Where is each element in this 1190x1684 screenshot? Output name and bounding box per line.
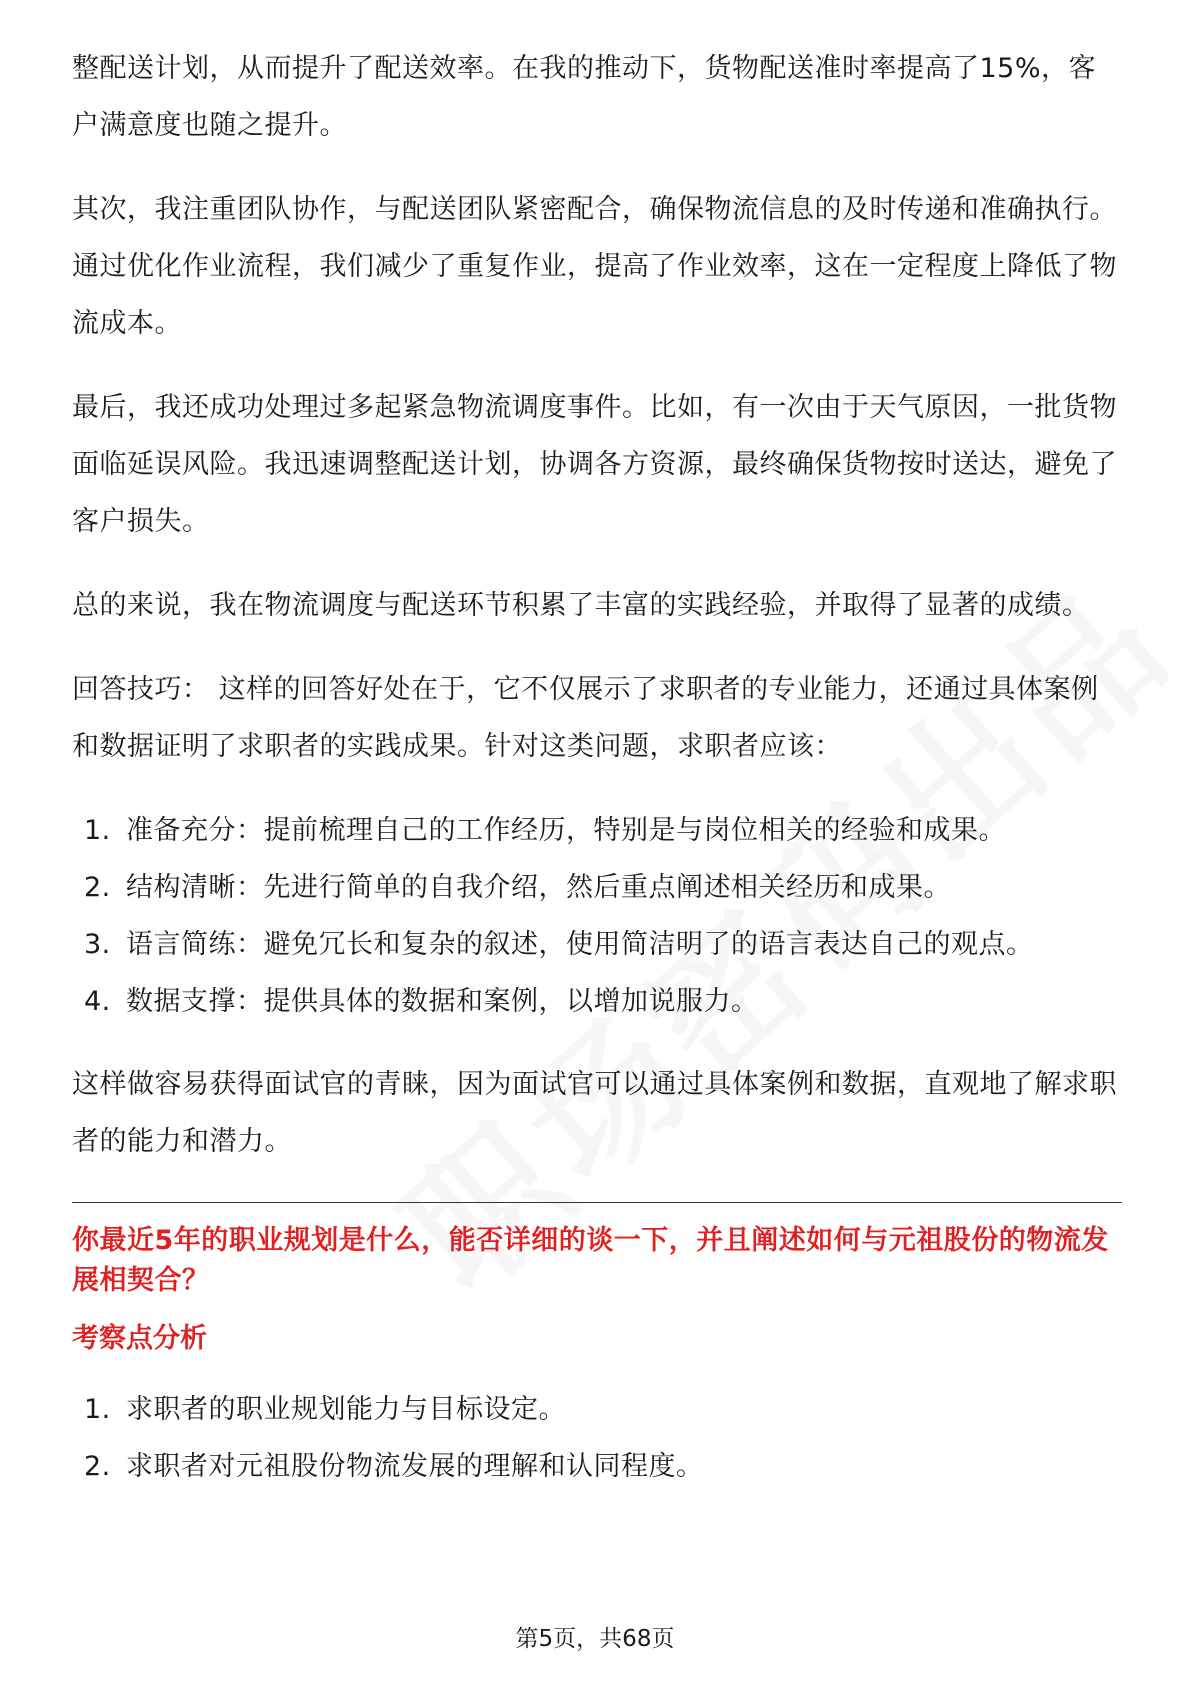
analysis-list <box>72 1381 1122 1495</box>
list-item <box>72 1438 1122 1495</box>
list-text: 语言简练：避免冗长和复杂的叙述，使用简洁明了的语言表达自己的观点。 <box>126 929 1034 960</box>
paragraph-closing: 这样做容易获得面试官的青睐，因为面试官可以通过具体案例和数据，直观地了解求职者的能力和潜力。 <box>72 1069 1117 1157</box>
paragraph-summary: 总的来说，我在物流调度与配送环节积累了丰富的实践经验，并取得了显著的成绩。 <box>72 590 1090 621</box>
document-page <box>72 40 1122 1521</box>
list-item <box>72 859 1122 916</box>
list-text: 数据支撑：提供具体的数据和案例，以增加说服力。 <box>126 986 759 1017</box>
interview-question: 你最近5年的职业规划是什么，能否详细的谈一下，并且阐述如何与元祖股份的物流发展相契合？ <box>72 1225 1109 1296</box>
list-text: 求职者的职业规划能力与目标设定。 <box>126 1394 566 1425</box>
list-text: 准备充分：提前梳理自己的工作经历，特别是与岗位相关的经验和成果。 <box>126 815 1006 846</box>
list-number: 4. <box>84 986 111 1017</box>
list-item <box>72 916 1122 973</box>
list-item <box>72 1381 1122 1438</box>
section-divider <box>72 1202 1122 1203</box>
page-footer: 第5页，共68页 <box>515 1626 675 1652</box>
list-text: 结构清晰：先进行简单的自我介绍，然后重点阐述相关经历和成果。 <box>126 872 951 903</box>
list-text: 求职者对元祖股份物流发展的理解和认同程度。 <box>126 1451 704 1482</box>
paragraph-delivery-efficiency: 整配送计划，从而提升了配送效率。在我的推动下，货物配送准时率提高了15%，客户满意度也随之提升。 <box>72 53 1097 141</box>
list-number: 2. <box>84 872 111 903</box>
analysis-heading: 考察点分析 <box>72 1323 207 1354</box>
list-number: 1. <box>84 815 111 846</box>
paragraph-answer-tips: 回答技巧： 这样的回答好处在于，它不仅展示了求职者的专业能力，还通过具体案例和数据证明了求职者的实践成果。针对这类问题，求职者应该： <box>72 674 1099 762</box>
list-item <box>72 802 1122 859</box>
paragraph-emergency-dispatch: 最后，我还成功处理过多起紧急物流调度事件。比如，有一次由于天气原因，一批货物面临延误风险。我迅速调整配送计划，协调各方资源，最终确保货物按时送达，避免了客户损失。 <box>72 392 1117 537</box>
list-item <box>72 973 1122 1030</box>
tips-list <box>72 802 1122 1030</box>
list-number: 1. <box>84 1394 111 1425</box>
list-number: 2. <box>84 1451 111 1482</box>
list-number: 3. <box>84 929 111 960</box>
paragraph-teamwork: 其次，我注重团队协作，与配送团队紧密配合，确保物流信息的及时传递和准确执行。通过优化作业流程，我们减少了重复作业，提高了作业效率，这在一定程度上降低了物流成本。 <box>72 194 1117 339</box>
